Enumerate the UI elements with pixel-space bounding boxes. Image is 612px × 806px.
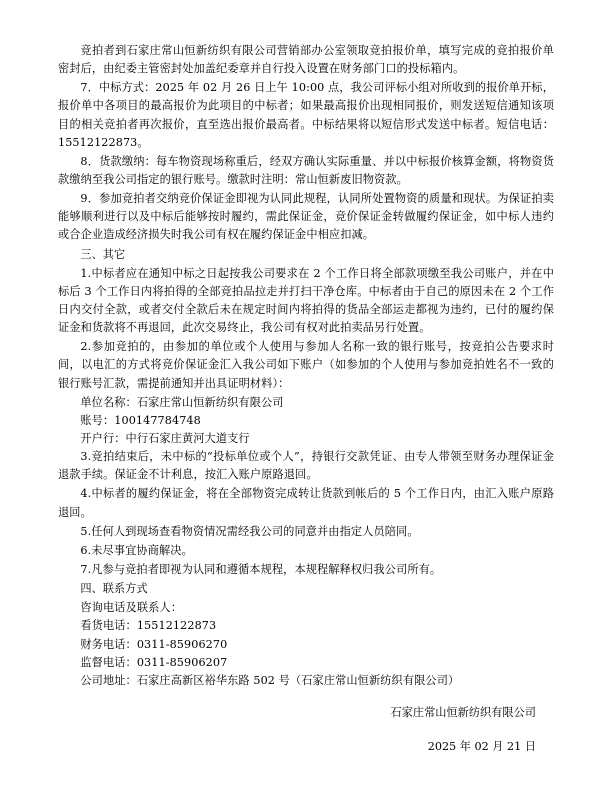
signature-block	[58, 704, 554, 756]
paragraph-interpretation: 7.凡参与竞拍者即视为认同和遵循本规程，本规程解释权归我公司所有。	[80, 562, 442, 576]
contact-title-line: 咨询电话及联系人：	[80, 601, 182, 615]
paragraph-payment-voucher: 3.竞拍结束后，未中标的“投标单位或个人”，持银行交款凭证、由专人带领至财务办理保证金退款手续。保证金不计利息，按汇入账户原路退回。	[58, 450, 554, 482]
contact-supervise-line: 监督电话：0311-85906207	[80, 655, 228, 669]
heading-contact: 四、联系方式	[80, 582, 148, 596]
account-bank-line: 开户行：中行石家庄黄河大道支行	[80, 431, 250, 445]
paragraph-payment: 8．货款缴纳：每车物资现场称重后，经双方确认实际重量、并以中标报价核算金额，将物资货款缴纳至我公司指定的银行账号。缴款时注明：常山恒新废旧物资款。	[58, 154, 554, 186]
account-name-line: 单位名称：石家庄常山恒新纺织有限公司	[80, 395, 284, 409]
document-body	[58, 42, 554, 690]
paragraph-bid-envelope: 竞拍者到石家庄常山恒新纺织有限公司营销部办公室领取竞拍报价单，填写完成的竞拍报价单密封后，由纪委主管密封处加盖纪委章并自行投入设置在财务部门口的投标箱内。	[58, 44, 554, 76]
contact-finance-line: 财务电话：0311-85906270	[80, 637, 228, 651]
paragraph-site-visit: 5.任何人到现场查看物资情况需经我公司的同意并由指定人员陪同。	[80, 524, 419, 538]
paragraph-deposit: 9．参加竞拍者交纳竞价保证金即视为认同此规程，认同所处置物资的质量和现状。为保证拍卖能够顺利进行以及中标后能够按时履约，需此保证金，竞价保证金转做履约保证金，如中标人违约或合企业造成经济损失时我公司有权在履约保证金中相应扣减。	[58, 192, 554, 242]
account-number-line: 账号：100147784748	[80, 413, 201, 427]
document-date: 2025 年 02 月 21 日	[427, 740, 536, 754]
paragraph-dispute: 6.未尽事宜协商解决。	[80, 543, 193, 557]
company-signature: 石家庄常山恒新纺织有限公司	[390, 705, 536, 719]
paragraph-bid-method: 7．中标方式：2025 年 02 月 26 日上午 10:00 点，我公司评标小组对所收到的报价单开标，报价单中各项目的最高报价为此项目的中标者；如果最高报价出现相同报价，则发送短信通知该项目的相关竞拍者再次报价，直至选出报价最高者。中标结果将以短信形式发送中标者。短信电话：15512122873。	[58, 81, 554, 149]
contact-goods-line: 看货电话：15512122873	[80, 619, 217, 633]
paragraph-refund-deposit: 4.中标者的履约保证金，将在全部物资完成转让货款到帐后的 5 个工作日内，由汇入账户原路退回。	[58, 487, 554, 519]
heading-other: 三、其它	[80, 247, 126, 261]
paragraph-settlement: 1.中标者应在通知中标之日起按我公司要求在 2 个工作日将全部款项缴至我公司账户，并在中标后 3 个工作日内将拍得的全部竞拍品拉走并打扫干净仓库。中标者由于自己的原因未在 2 个工作日内交付全款，或者交付全款后未在规定时间内将拍得的货品全部运走都视为违约，已付的履约保证金和货款将不再退回，此次交易终止，我公司有权对此拍卖品另行处置。	[58, 266, 554, 335]
company-address-line: 公司地址：石家庄高新区裕华东路 502 号（石家庄常山恒新纺织有限公司）	[80, 673, 460, 687]
paragraph-transfer: 2.参加竞拍的，由参加的单位或个人使用与参加人名称一致的银行账号，按竞拍公告要求时间，以电汇的方式将竞价保证金汇入我公司如下账户（如参加的个人使用与参加竞拍姓名不一致的银行账号汇款，需提前通知并出具证明材料）：	[58, 340, 554, 390]
